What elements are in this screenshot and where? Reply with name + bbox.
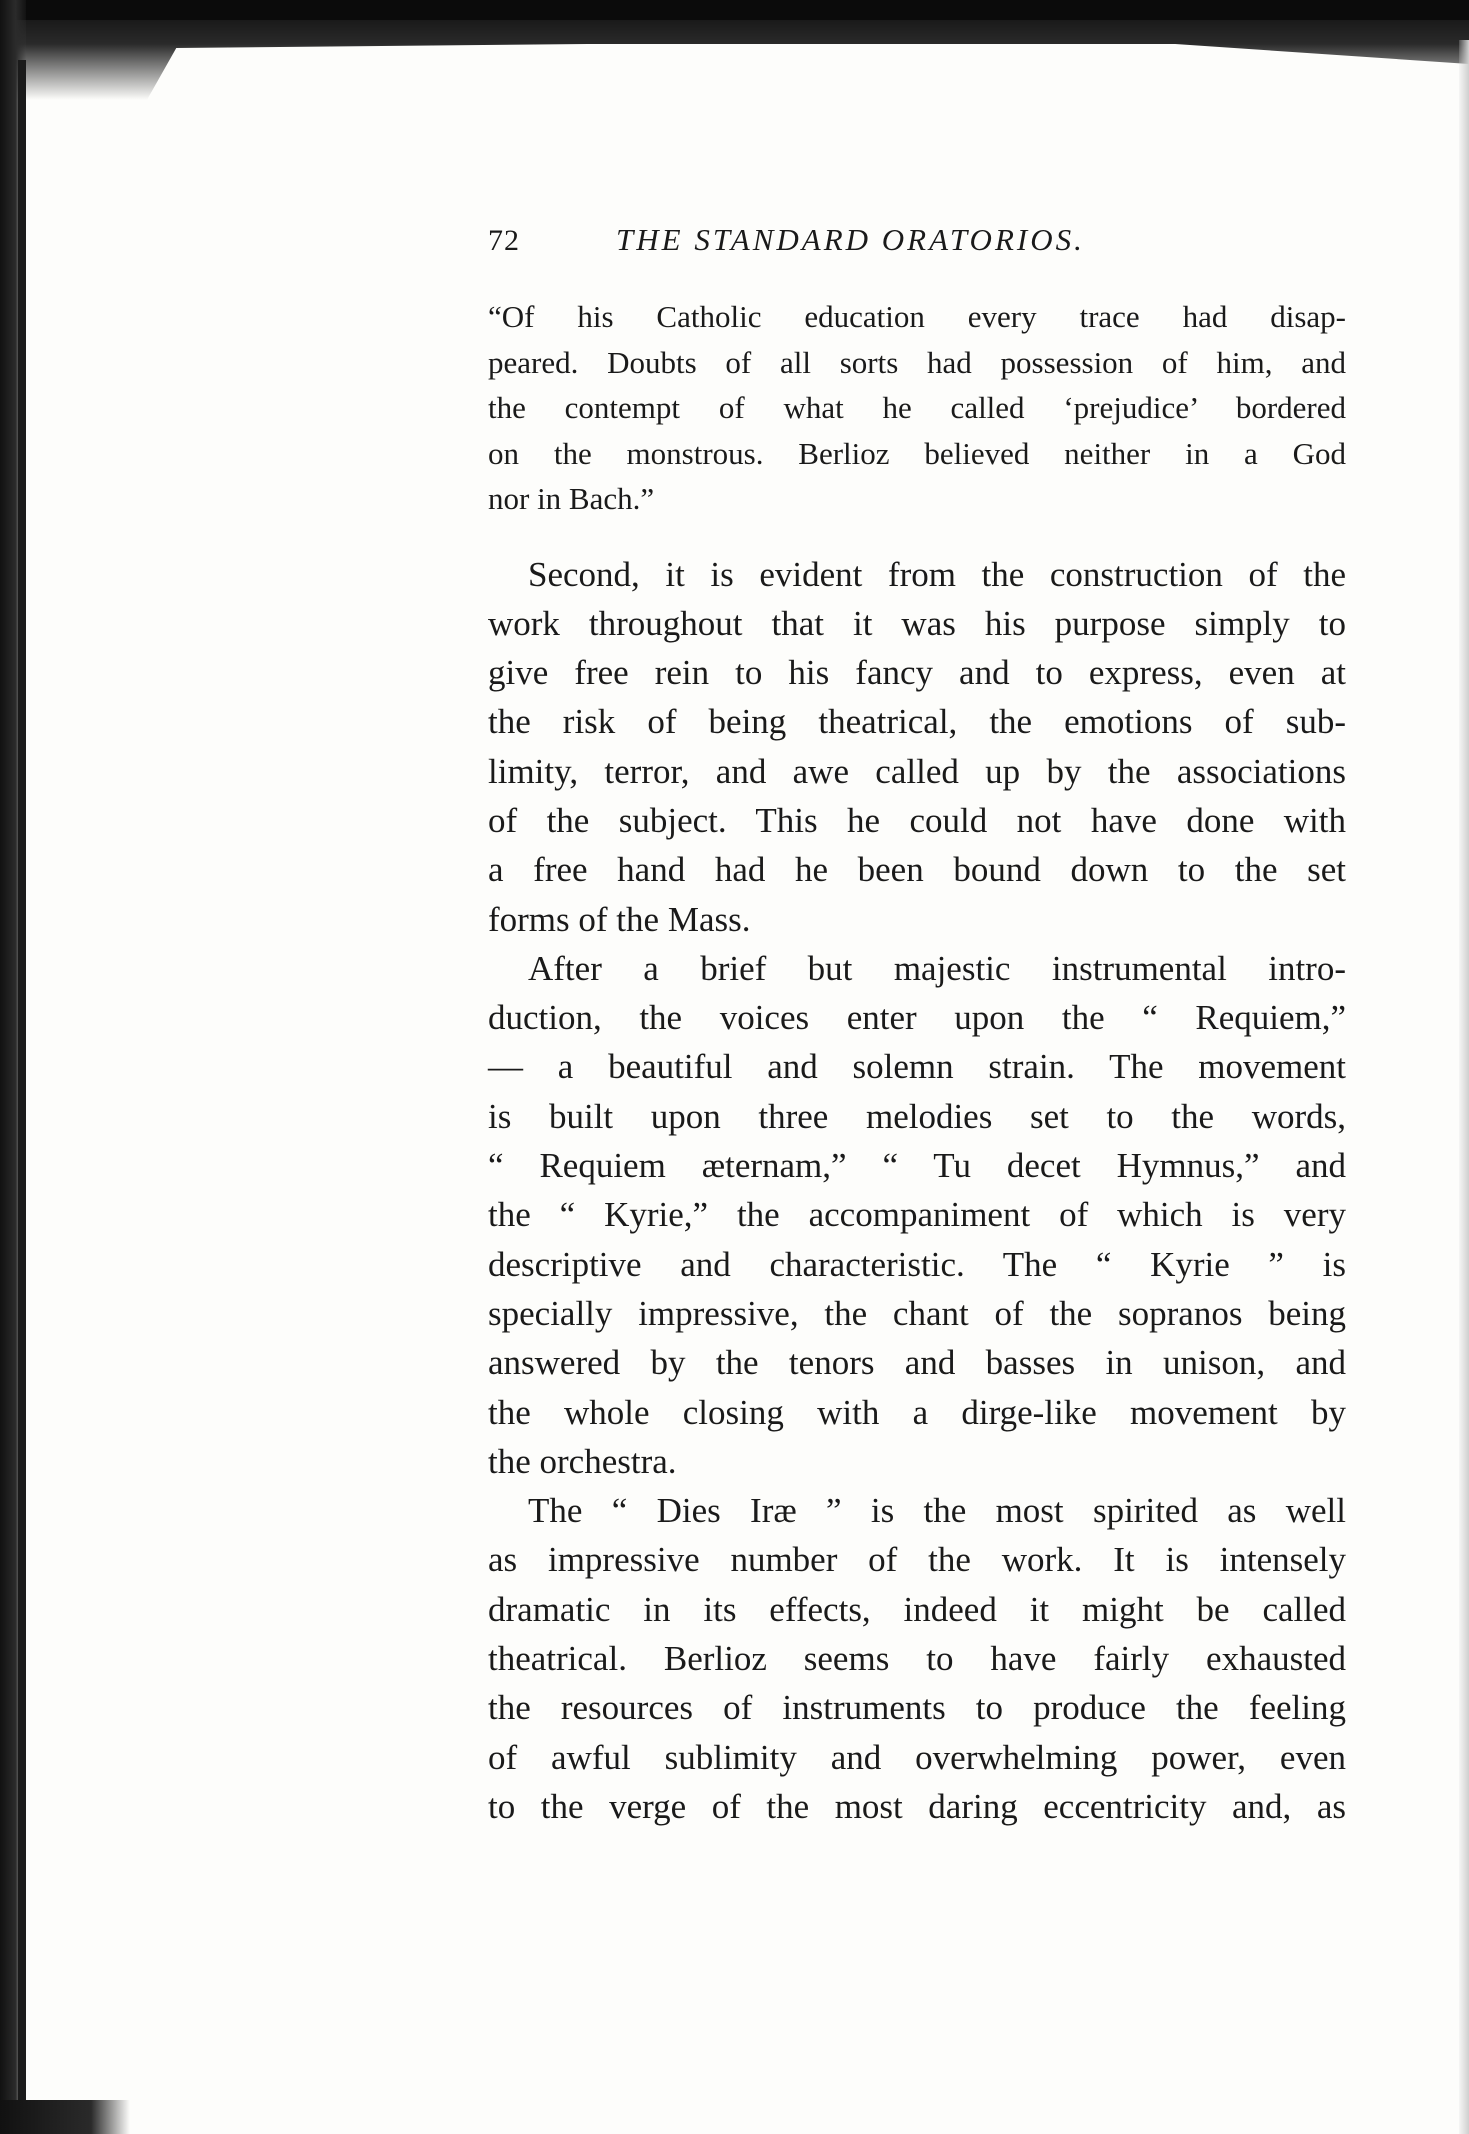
paragraph-dies-irae bbox=[488, 1486, 1346, 1831]
text-line: Second, it is evident from the construction of the bbox=[528, 554, 1346, 594]
page-text-block bbox=[488, 222, 1346, 1831]
paragraph-second bbox=[488, 550, 1346, 944]
block-quote bbox=[488, 294, 1346, 522]
running-title: THE STANDARD ORATORIOS. bbox=[616, 222, 1085, 257]
text-line: duction, the voices enter upon the “ Requiem,” bbox=[488, 998, 1346, 1038]
text-line: to the verge of the most daring eccentricity and, as bbox=[488, 1786, 1346, 1826]
quote-line: the contempt of what he called ‘prejudice’ bordered bbox=[488, 390, 1346, 425]
page-number: 72 bbox=[488, 224, 520, 257]
text-line: — a beautiful and solemn strain. The movement bbox=[488, 1047, 1346, 1087]
paragraph-requiem bbox=[488, 944, 1346, 1486]
text-line: the resources of instruments to produce the feeling bbox=[488, 1688, 1346, 1728]
quote-line: nor in Bach.” bbox=[488, 481, 655, 516]
quote-line: peared. Doubts of all sorts had possession of him, and bbox=[488, 344, 1346, 380]
text-line: specially impressive, the chant of the sopranos being bbox=[488, 1293, 1346, 1333]
text-line: “ Requiem æternam,” “ Tu decet Hymnus,” and bbox=[488, 1146, 1346, 1186]
scan-page-curl bbox=[0, 20, 1469, 100]
scan-gutter-shadow bbox=[18, 60, 26, 2120]
text-line: descriptive and characteristic. The “ Kyrie ” is bbox=[488, 1244, 1346, 1284]
running-head bbox=[488, 222, 1346, 262]
text-line: the orchestra. bbox=[488, 1441, 677, 1481]
text-line: theatrical. Berlioz seems to have fairly exhausted bbox=[488, 1639, 1346, 1679]
scan-edge-bottom bbox=[0, 2100, 130, 2134]
text-line: limity, terror, and awe called up by the associations bbox=[488, 751, 1346, 791]
text-line: of the subject. This he could not have done with bbox=[488, 800, 1346, 840]
text-line: answered by the tenors and basses in unison, and bbox=[488, 1343, 1346, 1383]
text-line: the “ Kyrie,” the accompaniment of which is very bbox=[488, 1195, 1346, 1235]
text-line: the risk of being theatrical, the emotions of sub- bbox=[488, 702, 1346, 742]
text-line: The “ Dies Iræ ” is the most spirited as well bbox=[528, 1491, 1346, 1531]
text-line: of awful sublimity and overwhelming power, even bbox=[488, 1737, 1346, 1777]
text-line: is built upon three melodies set to the words, bbox=[488, 1096, 1346, 1136]
text-line: work throughout that it was his purpose simply to bbox=[488, 603, 1346, 643]
scan-edge-right bbox=[1459, 40, 1469, 2134]
text-line: a free hand had he been bound down to the set bbox=[488, 850, 1346, 890]
text-line: After a brief but majestic instrumental intro- bbox=[528, 948, 1346, 988]
text-line: the whole closing with a dirge-like movement by bbox=[488, 1392, 1346, 1432]
text-line: dramatic in its effects, indeed it might be called bbox=[488, 1589, 1346, 1629]
text-line: give free rein to his fancy and to express, even at bbox=[488, 653, 1346, 693]
quote-line: on the monstrous. Berlioz believed neither in a God bbox=[488, 435, 1346, 471]
quote-line: “Of his Catholic education every trace had disap- bbox=[488, 299, 1346, 334]
text-line: as impressive number of the work. It is intensely bbox=[488, 1540, 1346, 1580]
text-line: forms of the Mass. bbox=[488, 899, 751, 939]
